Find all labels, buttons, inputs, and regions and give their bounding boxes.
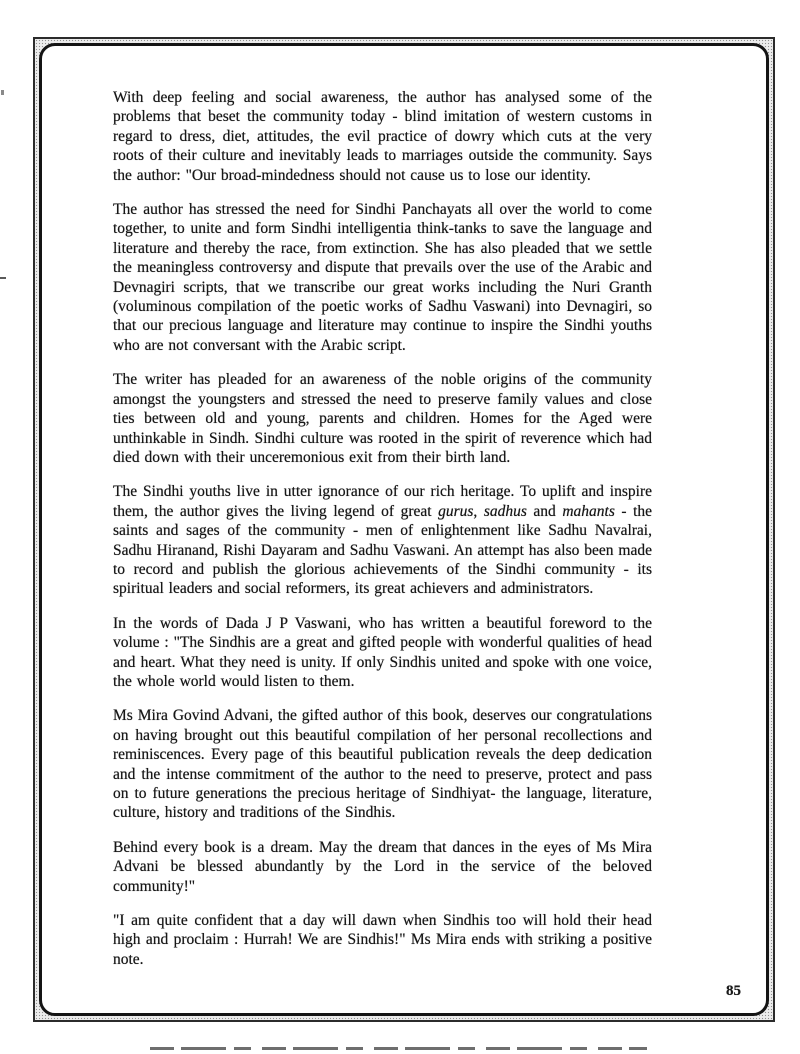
text-run: The writer has pleaded for an awareness of the noble origins of the community amongst the youngsters and stressed the need to preserve family values and close ties between old and young, parents and children. Homes for the Aged were unthinkable in Sindh. Sindhi culture was rooted in the spirit of reverence which had died down with their unceremonious exit from their birth land. [113, 371, 652, 466]
text-run: "I am quite confident that a day will dawn when Sindhis too will hold their head high and proclaim : Hurrah! We are Sindhis!" Ms Mira ends with striking a positive note. [113, 912, 652, 968]
italic-term: sadhus [483, 502, 527, 520]
page-number: 85 [726, 983, 741, 999]
scan-speck [1, 90, 4, 95]
italic-term: mahants [562, 502, 615, 520]
paragraph [113, 911, 652, 969]
text-run: and [526, 502, 563, 520]
text-run: Behind every book is a dream. May the dream that dances in the eyes of Ms Mira Advani be blessed abundantly by the Lord in the service of the beloved community!" [113, 838, 652, 895]
paragraph [113, 88, 652, 185]
text-run: With deep feeling and social awareness, the author has analysed some of the problems that beset the community today - blind imitation of western customs in regard to dress, diet, attitudes, the evil practice of dowry which cuts at the very roots of their culture and inevitably leads to marriages outside the community. Says the author: "Our broad-mindedness should not cause us to lose our identity. [113, 89, 652, 184]
italic-term: gurus [438, 502, 474, 520]
paragraph [113, 200, 652, 355]
paragraph [113, 838, 652, 896]
text-run: - the saints and sages of the community - men of enlightenment like Sadhu Navalrai, Sadhu Hiranand, Rishi Dayaram and Sadhu Vaswani. An attempt has also been made to record and publish the glorious achievements of the Sindhi community - its spiritual leaders and social reformers, its great achievers and administrators. [113, 502, 653, 598]
page-text [113, 88, 652, 984]
text-run: , [473, 502, 484, 520]
paragraph [113, 706, 652, 822]
scan-artifact-dashes [150, 1047, 647, 1050]
scan-speck [0, 277, 6, 279]
paragraph [113, 614, 652, 692]
text-run: The author has stressed the need for Sindhi Panchayats all over the world to come together, to unite and form Sindhi intelligentia think-tanks to save the language and literature and thereby the race, from extinction. She has also pleaded that we settle the meaningless controversy and dispute that prevails over the use of the Arabic and Devnagiri scripts, that we transcribe our great works including the Nuri Granth (voluminous compilation of the poetic works of Sadhu Vaswani) into Devnagiri, so that our precious language and literature may continue to inspire the Sindhi youths who are not conversant with the Arabic script. [113, 201, 652, 354]
paragraph [113, 482, 652, 598]
paragraph [113, 370, 652, 467]
text-run: In the words of Dada J P Vaswani, who has written a beautiful foreword to the volume : "The Sindhis are a great and gifted people with wonderful qualities of head and heart. What they need is unity. If only Sindhis united and spoke with one voice, the whole world would listen to them. [113, 614, 652, 690]
text-run: Ms Mira Govind Advani, the gifted author of this book, deserves our congratulations on having brought out this beautiful compilation of her personal recollections and reminiscences. Every page of this beautiful publication reveals the deep dedication and the intense commitment of the author to the need to preserve, protect and pass on to future generations the precious heritage of Sindhiyat- the language, literature, culture, history and traditions of the Sindhis. [113, 707, 652, 822]
text-run: The Sindhi youths live in utter ignorance of our rich heritage. To uplift and inspire them, the author gives the living legend of great [113, 483, 652, 520]
